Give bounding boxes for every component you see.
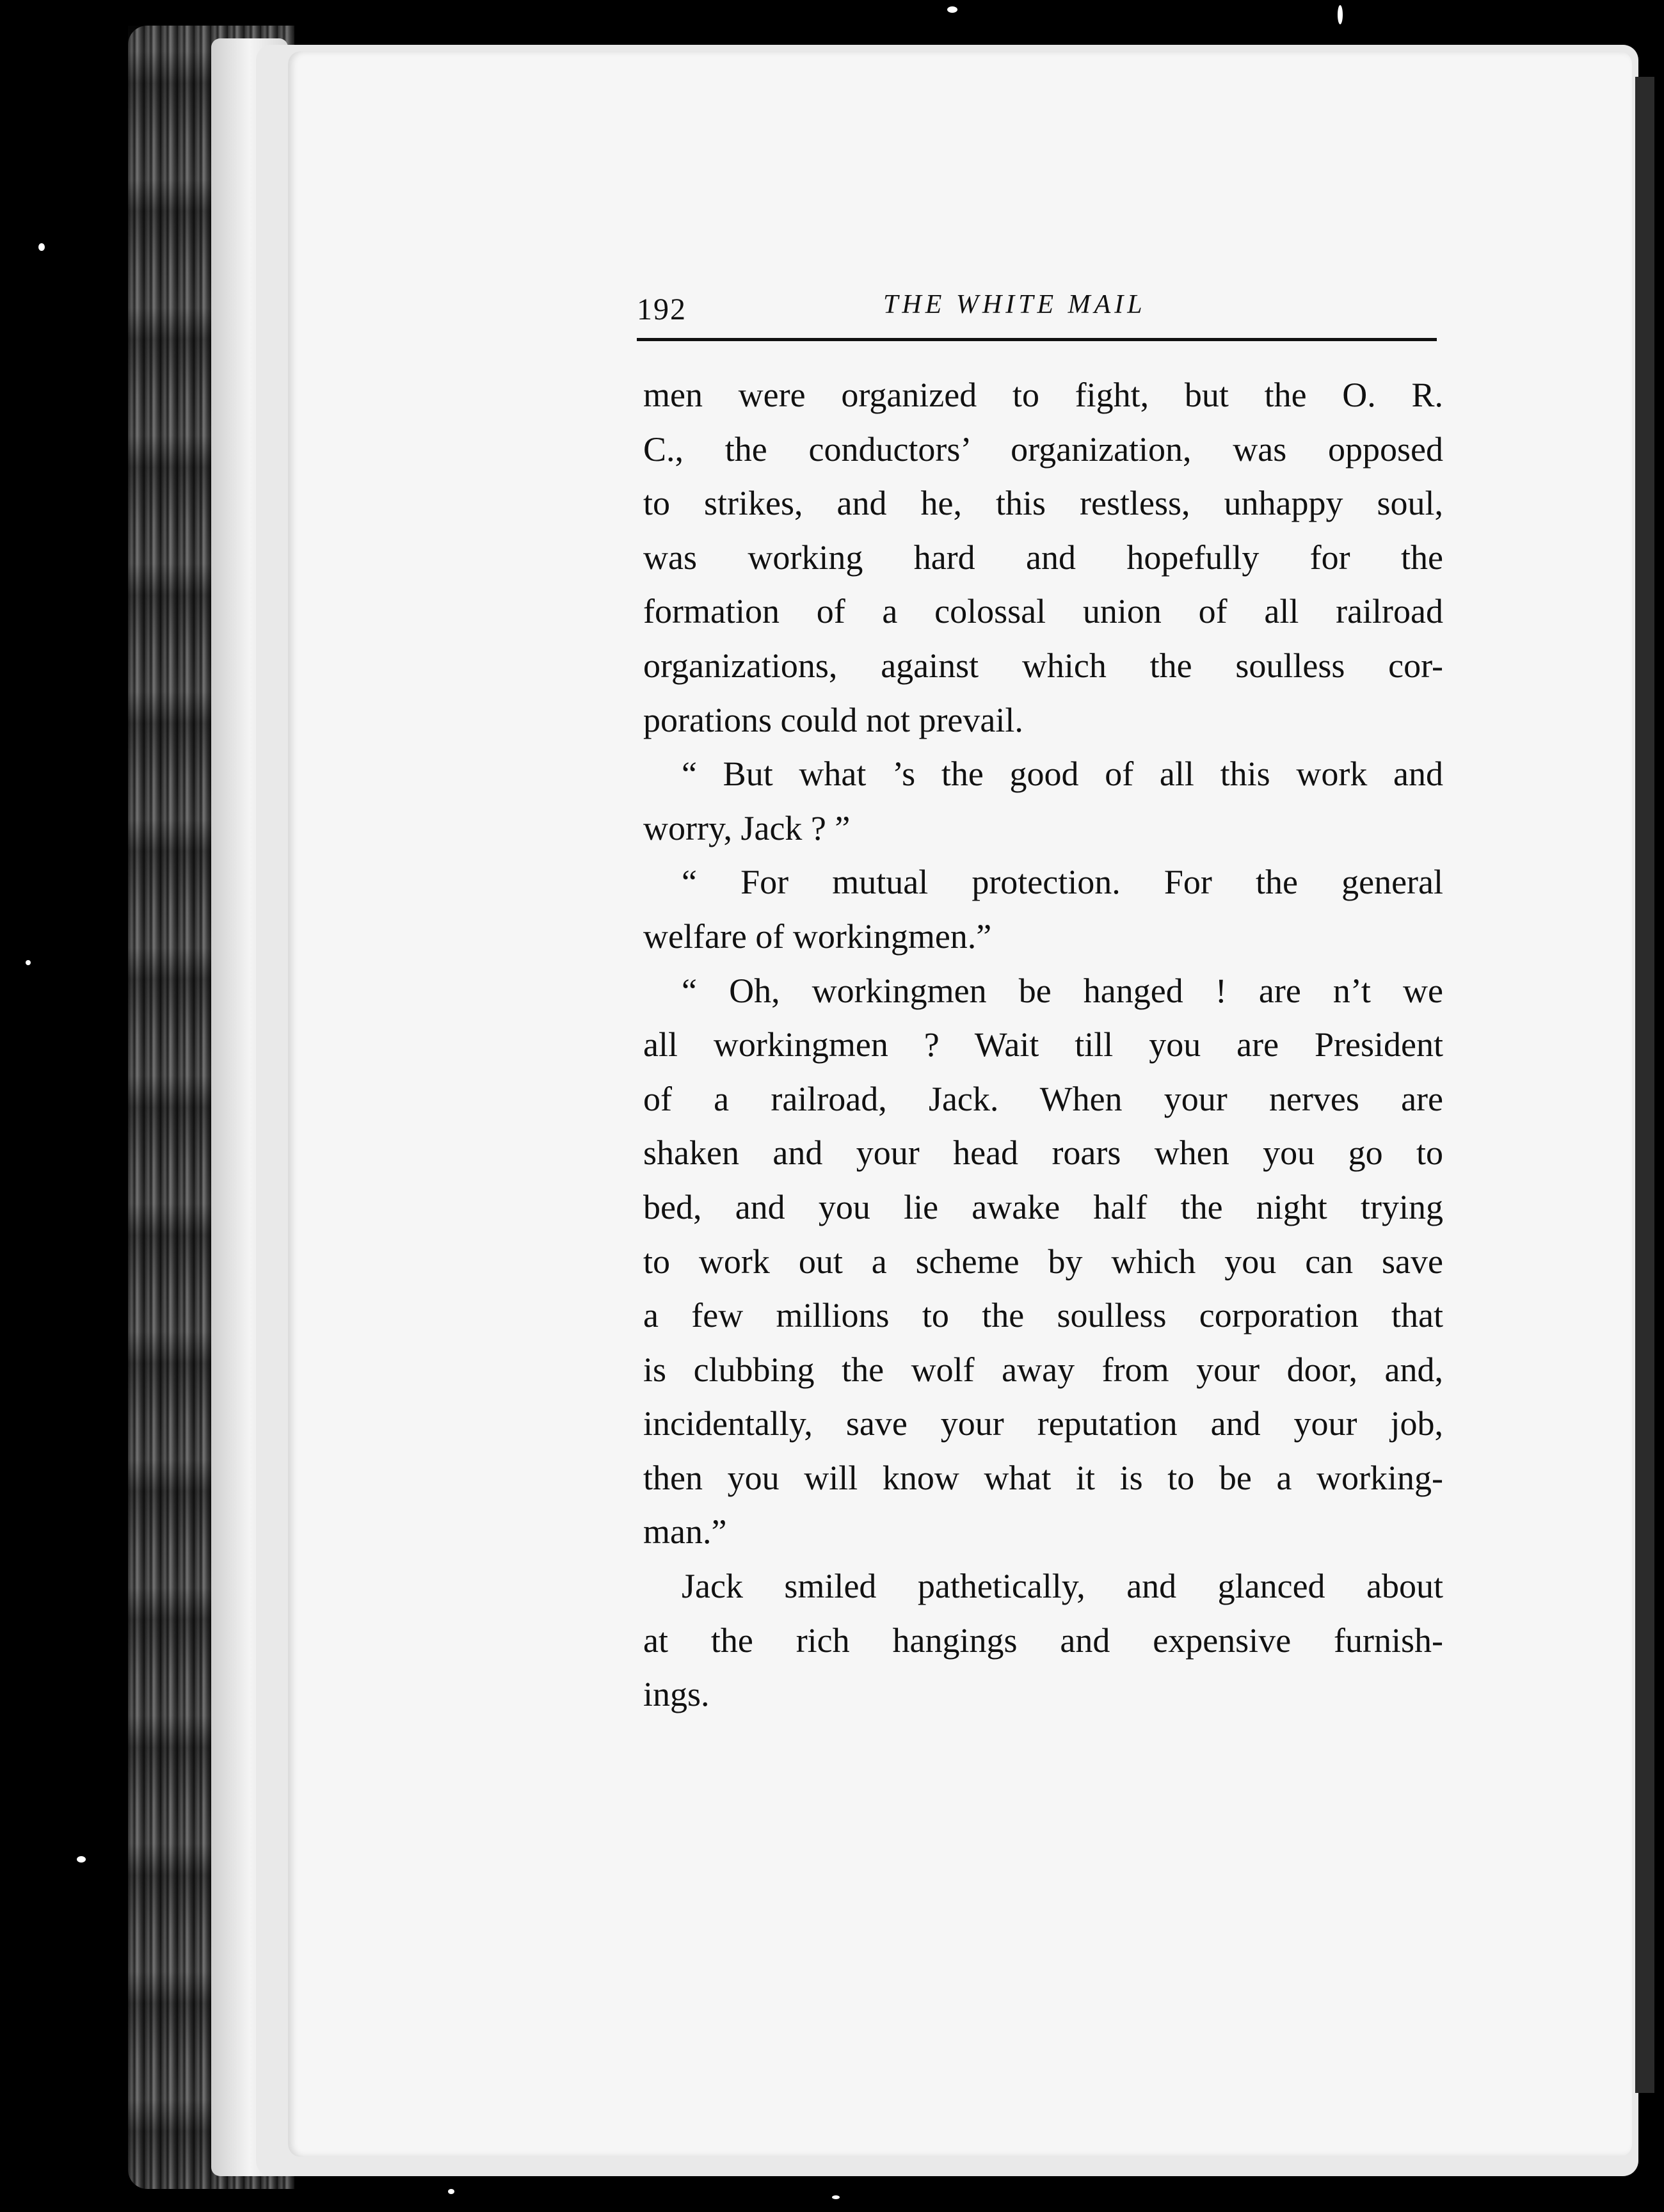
- book-title: THE WHITE MAIL: [883, 290, 1146, 319]
- text-line: “ Oh, workingmen be hanged ! are n’t we: [682, 971, 1443, 1010]
- film-speck: [26, 960, 31, 965]
- film-speck: [38, 243, 45, 251]
- text-line: is clubbing the wolf away from your door, and,: [643, 1350, 1443, 1389]
- film-speck: [832, 2195, 840, 2199]
- text-line: to work out a scheme by which you can save: [643, 1242, 1443, 1281]
- text-line: welfare of workingmen.”: [643, 917, 992, 956]
- text-line: worry, Jack ? ”: [643, 808, 851, 847]
- text-line: shaken and your head roars when you go to: [643, 1134, 1443, 1173]
- text-line: Jack smiled pathetically, and glanced about: [682, 1567, 1443, 1606]
- text-line: ings.: [643, 1675, 710, 1714]
- text-line: porations could not prevail.: [643, 700, 1023, 739]
- text-line: “ But what ’s the good of all this work and: [682, 755, 1443, 794]
- film-speck: [1338, 5, 1343, 24]
- text-line: to strikes, and he, this restless, unhappy soul,: [643, 484, 1443, 523]
- text-line: man.”: [643, 1512, 727, 1551]
- film-speck: [77, 1856, 86, 1863]
- text-line: bed, and you lie awake half the night trying: [643, 1187, 1443, 1226]
- text-line: of a railroad, Jack. When your nerves are: [643, 1079, 1443, 1118]
- body-text: [643, 368, 1443, 1722]
- text-line: formation of a colossal union of all railroad: [643, 592, 1443, 631]
- text-line: C., the conductors’ organization, was opposed: [643, 429, 1443, 469]
- text-line: then you will know what it is to be a working-: [643, 1458, 1443, 1497]
- text-line: organizations, against which the soulless cor-: [643, 646, 1443, 685]
- text-line: at the rich hangings and expensive furnish-: [643, 1621, 1443, 1660]
- text-line: incidentally, save your reputation and your job,: [643, 1404, 1443, 1443]
- text-line: was working hard and hopefully for the: [643, 538, 1443, 577]
- text-line: “ For mutual protection. For the general: [682, 863, 1443, 902]
- page-number: 192: [637, 293, 687, 326]
- text-line: all workingmen ? Wait till you are President: [643, 1025, 1443, 1064]
- text-line: men were organized to fight, but the O. R.: [643, 376, 1443, 414]
- header-rule: [637, 338, 1437, 341]
- text-line: a few millions to the soulless corporation that: [643, 1296, 1443, 1335]
- film-speck: [947, 6, 957, 13]
- film-speck: [448, 2189, 454, 2194]
- right-cover-edge: [1635, 77, 1654, 2093]
- running-head: [637, 287, 1443, 332]
